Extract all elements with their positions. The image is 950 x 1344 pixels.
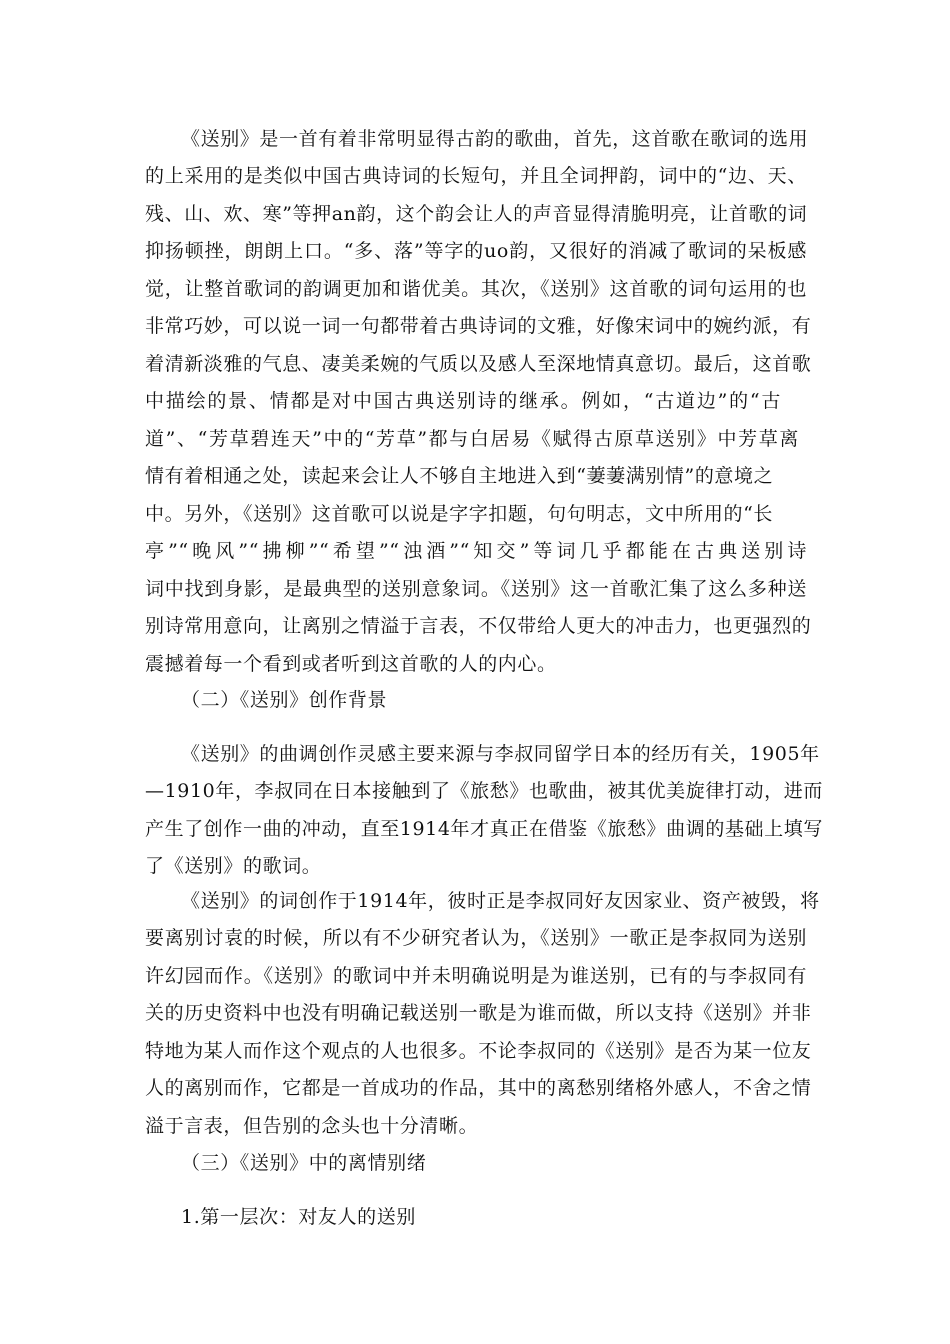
section-heading-2: （二）《送别》创作背景	[181, 689, 388, 711]
paragraph-1-line-1: 《送别》是一首有着非常明显得古韵的歌曲，首先，这首歌在歌词的选用	[181, 128, 809, 150]
paragraph-3-line-7: 溢于言表，但告别的念头也十分清晰。	[145, 1115, 479, 1137]
subsection-heading-1: 1.第一层次：对友人的送别	[181, 1206, 416, 1228]
paragraph-3-line-6: 人的离别而作，它都是一首成功的作品，其中的离愁别绪格外感人，不舍之情	[145, 1077, 812, 1099]
paragraph-2-line-3: 产生了创作一曲的冲动，直至1914年才真正在借鉴《旅愁》曲调的基础上填写	[145, 818, 823, 840]
paragraph-1-line-9: 道”、“芳草碧连天”中的“芳草”都与白居易《赋得古原草送别》中芳草离	[145, 428, 799, 450]
paragraph-2-line-4: 了《送别》的歌词。	[145, 855, 322, 877]
paragraph-3-line-2: 要离别讨袁的时候，所以有不少研究者认为，《送别》一歌正是李叔同为送别	[145, 927, 807, 949]
paragraph-3-line-3: 许幻园而作。《送别》的歌词中并未明确说明是为谁送别，已有的与李叔同有	[145, 965, 807, 987]
paragraph-1-line-12: 亭”“晚风”“拂柳”“希望”“浊酒”“知交”等词几乎都能在古典送别诗	[145, 540, 807, 562]
paragraph-1-line-11: 中。另外，《送别》这首歌可以说是字字扣题，句句明志，文中所用的“长	[145, 503, 774, 525]
paragraph-2-line-2: —1910年，李叔同在日本接触到了《旅愁》也歌曲，被其优美旋律打动，进而	[145, 780, 823, 802]
paragraph-1-line-14: 别诗常用意向，让离别之情溢于言表，不仅带给人更大的冲击力，也更强烈的	[145, 615, 812, 637]
paragraph-1-line-8: 中描绘的景、情都是对中国古典送别诗的继承。例如，“古道边”的“古	[145, 390, 781, 412]
paragraph-1-line-4: 抑扬顿挫，朗朗上口。“多、落”等字的uo韵，又很好的消减了歌词的呆板感	[145, 240, 807, 262]
paragraph-1-line-3: 残、山、欢、寒”等押an韵，这个韵会让人的声音显得清脆明亮，让首歌的词	[145, 203, 808, 225]
paragraph-1-line-6: 非常巧妙，可以说一词一句都带着古典诗词的文雅，好像宋词中的婉约派，有	[145, 315, 812, 337]
paragraph-3-line-5: 特地为某人而作这个观点的人也很多。不论李叔同的《送别》是否为某一位友	[145, 1040, 812, 1062]
paragraph-3-line-1: 《送别》的词创作于1914年，彼时正是李叔同好友因家业、资产被毁，将	[181, 890, 820, 912]
paragraph-1-line-15: 震撼着每一个看到或者听到这首歌的人的内心。	[145, 653, 557, 675]
paragraph-1-line-13: 词中找到身影，是最典型的送别意象词。《送别》这一首歌汇集了这么多种送	[145, 578, 807, 600]
paragraph-2-line-1: 《送别》的曲调创作灵感主要来源与李叔同留学日本的经历有关，1905年	[181, 743, 820, 765]
paragraph-1-line-7: 着清新淡雅的气息、凄美柔婉的气质以及感人至深地情真意切。最后，这首歌	[145, 353, 812, 375]
paragraph-3-line-4: 关的历史资料中也没有明确记载送别一歌是为谁而做，所以支持《送别》并非	[145, 1002, 812, 1024]
paragraph-1-line-5: 觉，让整首歌词的韵调更加和谐优美。其次，《送别》这首歌的词句运用的也	[145, 278, 807, 300]
section-heading-3: （三）《送别》中的离情别绪	[181, 1152, 427, 1174]
paragraph-1-line-10: 情有着相通之处，读起来会让人不够自主地进入到“萋萋满别情”的意境之	[145, 465, 774, 487]
paragraph-1-line-2: 的上采用的是类似中国古典诗词的长短句，并且全词押韵，词中的“边、天、	[145, 165, 807, 187]
